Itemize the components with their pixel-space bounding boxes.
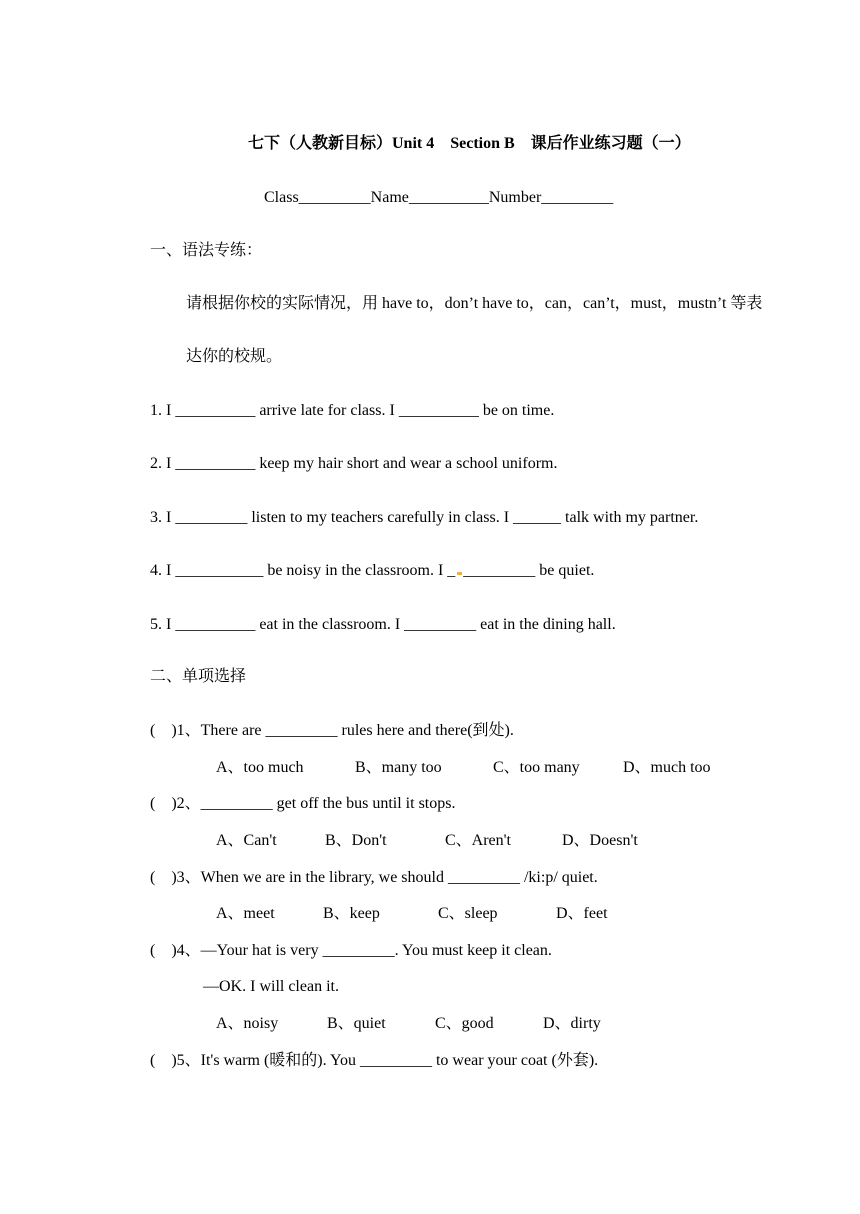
question-4-reply: —OK. I will clean it.	[203, 978, 339, 995]
q4-option-d: D、dirty	[543, 1015, 601, 1032]
section1-heading: 一、语法专练：	[150, 242, 263, 259]
page-title: 七下（人教新目标）Unit 4 Section B 课后作业练习题（一）	[248, 135, 691, 152]
q4-option-c: C、good	[435, 1015, 494, 1032]
q1-option-a: A、too much	[216, 759, 304, 776]
q1-option-b: B、many too	[355, 759, 442, 776]
question-3: ( )3、When we are in the library, we should _________ /ki:p/ quiet.	[150, 869, 598, 886]
question-2: ( )2、_________ get off the bus until it stops.	[150, 795, 456, 812]
highlight-mark	[457, 572, 462, 575]
q3-option-a: A、meet	[216, 905, 275, 922]
q2-option-b: B、Don't	[325, 832, 387, 849]
q2-option-c: C、Aren't	[445, 832, 511, 849]
exercise-item-4-part-b: _________ be quiet.	[463, 562, 595, 579]
exercise-item-1: 1. I __________ arrive late for class. I __________ be on time.	[150, 402, 555, 419]
section2-heading: 二、单项选择	[150, 668, 247, 685]
question-5: ( )5、It's warm (暖和的). You _________ to wear your coat (外套).	[150, 1052, 599, 1069]
q3-option-c: C、sleep	[438, 905, 498, 922]
exercise-item-4	[150, 561, 594, 581]
q4-option-a: A、noisy	[216, 1015, 279, 1032]
section1-instruction: 请根据你校的实际情况，用 have to，don’t have to，can，can’t，must，mustn’t 等表	[186, 295, 763, 312]
q3-option-b: B、keep	[323, 905, 380, 922]
question-1: ( )1、There are _________ rules here and there(到处).	[150, 722, 514, 739]
q2-option-d: D、Doesn't	[562, 832, 638, 849]
exercise-item-3: 3. I _________ listen to my teachers carefully in class. I ______ talk with my partner.	[150, 509, 699, 526]
section1-instruction-cont: 达你的校规。	[186, 348, 283, 365]
q3-option-d: D、feet	[556, 905, 608, 922]
q4-option-b: B、quiet	[327, 1015, 386, 1032]
q1-option-c: C、too many	[493, 759, 580, 776]
q1-option-d: D、much too	[623, 759, 711, 776]
exercise-item-2: 2. I __________ keep my hair short and wear a school uniform.	[150, 455, 558, 472]
exercise-item-5: 5. I __________ eat in the classroom. I _________ eat in the dining hall.	[150, 616, 616, 633]
q2-option-a: A、Can't	[216, 832, 277, 849]
student-info-line: Class_________Name__________Number_________	[264, 189, 614, 206]
exercise-item-4-part-a: 4. I ___________ be noisy in the classroom. I _	[150, 562, 456, 579]
question-4: ( )4、—Your hat is very _________. You must keep it clean.	[150, 942, 552, 959]
